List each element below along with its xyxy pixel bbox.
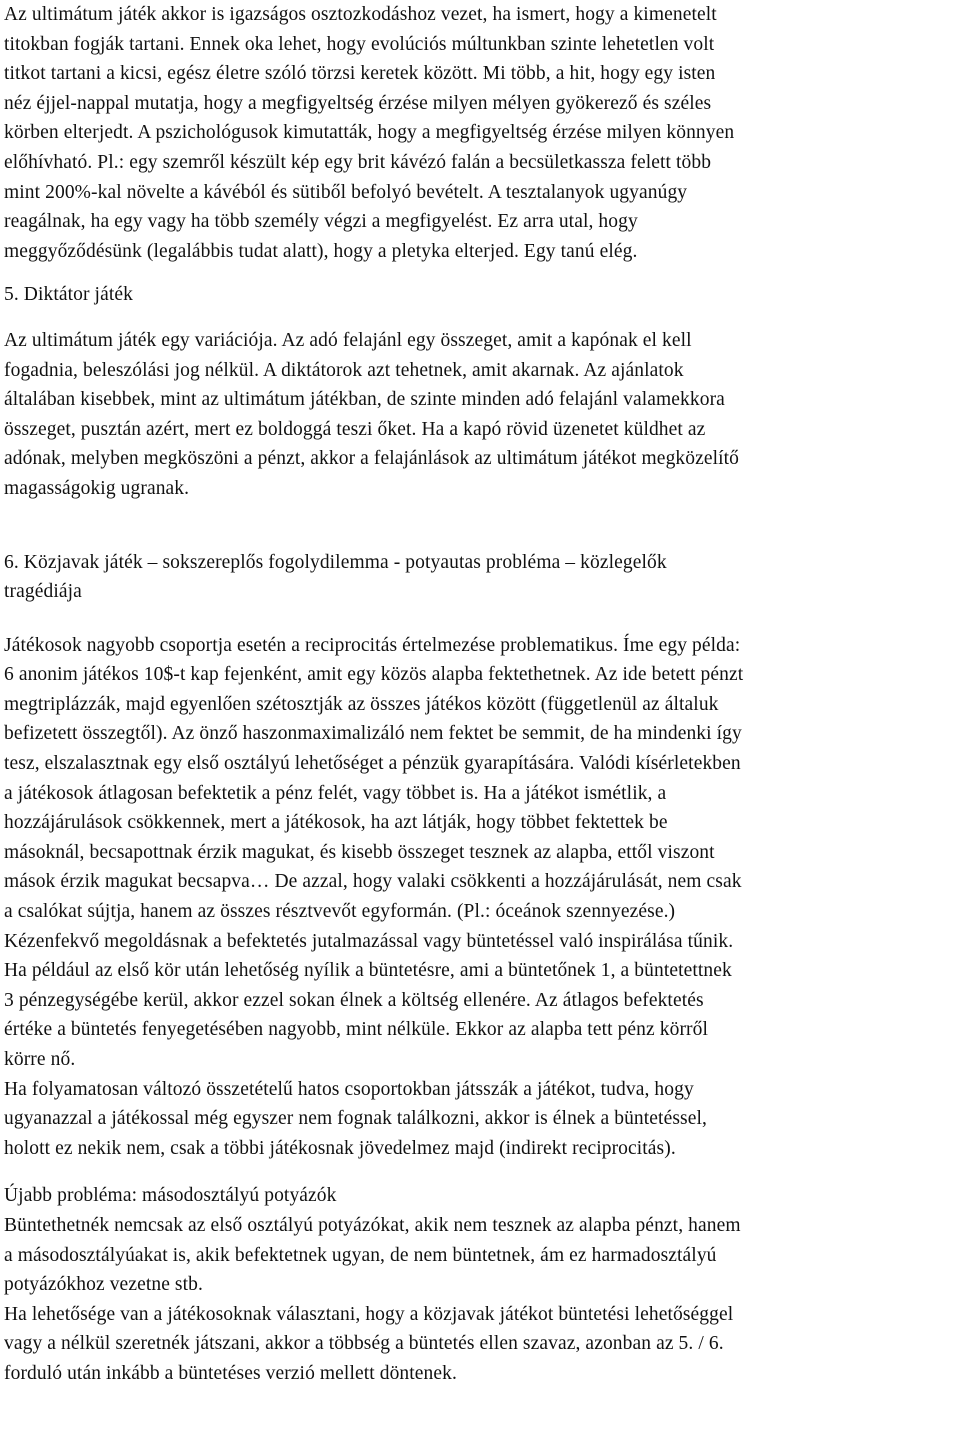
text-line: körre nő.	[4, 1049, 76, 1070]
section-heading-public-goods-game	[4, 548, 960, 607]
text-line: körben elterjedt. A pszichológusok kimutatták, hogy a megfigyeltség érzése milyen könnyen	[4, 122, 735, 144]
text-line: a másodosztályúakat is, akik befektetnek ugyan, de nem büntetnek, ám ez harmadosztályú	[4, 1244, 717, 1266]
text-line: Ha folyamatosan változó összetételű hatos csoportokban játsszák a játékot, tudva, hogy	[4, 1078, 694, 1100]
text-line: ugyanazzal a játékossal még egyszer nem fognak találkozni, akkor is élnek a büntetéssel,	[4, 1108, 707, 1130]
paragraph-public-goods-game	[4, 631, 960, 1164]
paragraph-dictator-game	[4, 326, 960, 504]
text-line: befizetett összegtől). Az önző haszonmaximalizáló nem fektet be semmit, de ha mindenki így	[4, 723, 742, 745]
text-line: értéke a büntetés fenyegetésében nagyobb, mint nélküle. Ekkor az alapba tett pénz körről	[4, 1019, 709, 1041]
text-line: reagálnak, ha egy vagy ha több személy végzi a megfigyelést. Ez arra utal, hogy	[4, 211, 638, 233]
subheading-text: Újabb probléma: másodosztályú potyázók	[4, 1185, 337, 1207]
text-line: magasságokig ugranak.	[4, 477, 190, 499]
text-line: Ha lehetősége van a játékosoknak választani, hogy a közjavak játékot büntetési lehetőséggel	[4, 1303, 734, 1325]
text-line: holott ez nekik nem, csak a többi játékosnak jövedelmez majd (indirekt reciprocitás).	[4, 1137, 676, 1159]
text-line: 6 anonim játékos 10$-t kap fejenként, amit egy közös alapba fektethetnek. Az ide betett pénzt	[4, 664, 744, 686]
text-line: fogadnia, beleszólási jog nélkül. A diktátorok azt tehetnek, amit akarnak. Az ajánlatok	[4, 359, 684, 381]
text-line: Büntethetnék nemcsak az első osztályú potyázókat, akik nem tesznek az alapba pénzt, hanem	[4, 1214, 741, 1236]
text-line: forduló után inkább a büntetéses verzió mellett döntenek.	[4, 1362, 457, 1384]
text-line: megtriplázzák, majd egyenlően szétosztják az összes játékos között (függetlenül az általuk	[4, 693, 719, 715]
text-line: előhívható. Pl.: egy szemről készült kép egy brit kávézó falán a becsületkassza felett több	[4, 151, 712, 173]
text-line: néz éjjel-nappal mutatja, hogy a megfigyeltség érzése milyen mélyen gyökerező és széles	[4, 92, 712, 114]
text-line: mint 200%-kal növelte a kávéból és sütiből befolyó bevételt. A tesztalanyok ugyanúgy	[4, 181, 688, 203]
text-line: hozzájárulások csökkennek, mert a játékosok, ha azt látják, hogy többet fektettek be	[4, 812, 668, 834]
section-heading-dictator-game	[4, 280, 960, 310]
text-line: másoknál, becsapottnak érzik magukat, és kisebb összeget tesznek az alapba, ettől viszont	[4, 841, 715, 863]
text-line: a játékosok átlagosan befektetik a pénz felét, vagy többet is. Ha a játékot ismétlik, a	[4, 782, 667, 804]
heading-text: 6. Közjavak játék – sokszereplős fogolydilemma - potyautas probléma – közlegelők	[4, 551, 667, 573]
text-line: mások érzik magukat becsapva… De azzal, hogy valaki csökkenti a hozzájárulását, nem csak	[4, 871, 742, 893]
heading-text: tragédiája	[4, 581, 82, 603]
text-line: összeget, pusztán azért, mert ez boldoggá teszi őket. Ha a kapó rövid üzenetet küldhet az	[4, 418, 706, 440]
text-line: tesz, elszalasztnak egy első osztályú lehetőséget a pénzük gyarapítására. Valódi kísérletekben	[4, 753, 741, 775]
text-line: Az ultimátum játék akkor is igazságos osztozkodáshoz vezet, ha ismert, hogy a kimenetelt	[4, 4, 717, 25]
text-line: titkot tartani a kicsi, egész életre szóló törzsi keretek között. Mi több, a hit, hogy egy isten	[4, 63, 716, 85]
text-line: Ha például az első kör után lehetőség nyílik a büntetésre, ami a büntetőnek 1, a büntetettnek	[4, 960, 732, 982]
text-line: általában kisebbek, mint az ultimátum játékban, de szinte minden adó felajánl valamekkora	[4, 389, 725, 411]
text-line: Játékosok nagyobb csoportja esetén a reciprocitás értelmezése problematikus. Íme egy példa:	[4, 634, 741, 656]
paragraph-second-order-free-riders	[4, 1181, 960, 1388]
text-line: Kézenfekvő megoldásnak a befektetés jutalmazással vagy büntetéssel való inspirálása tűnik.	[4, 930, 734, 952]
text-line: potyázókhoz vezetne stb.	[4, 1274, 203, 1296]
paragraph-ultimatum-secrecy	[4, 0, 960, 266]
text-line: 3 pénzegységébe kerül, akkor ezzel sokan élnek a költség ellenére. Az átlagos befektetés	[4, 989, 704, 1011]
text-line: adónak, melyben megköszöni a pénzt, akkor a felajánlások az ultimátum játékot megközelítő	[4, 448, 740, 470]
text-line: meggyőződésünk (legalábbis tudat alatt), hogy a pletyka elterjed. Egy tanú elég.	[4, 240, 638, 262]
text-line: vagy a nélkül szeretnék játszani, akkor a többség a büntetés ellen szavaz, azonban az 5. / 6.	[4, 1333, 724, 1355]
heading-text: 5. Diktátor játék	[4, 284, 133, 306]
text-line: titokban fogják tartani. Ennek oka lehet, hogy evolúciós múltunkban szinte lehetetlen volt	[4, 33, 715, 55]
text-line: Az ultimátum játék egy variációja. Az adó felajánl egy összeget, amit a kapónak el kell	[4, 329, 692, 351]
text-line: a csalókat sújtja, hanem az összes résztvevőt egyformán. (Pl.: óceánok szennyezése.)	[4, 901, 676, 923]
